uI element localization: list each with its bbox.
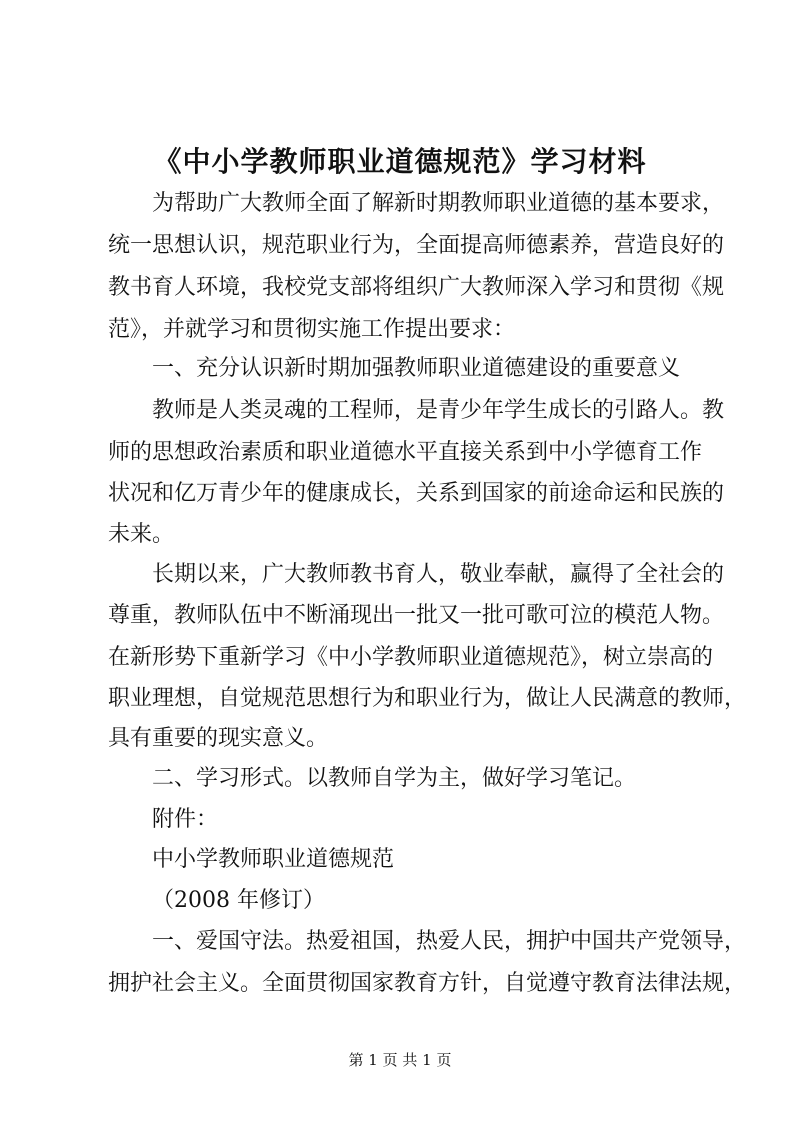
text-line: 拥护社会主义。全面贯彻国家教育方针，自觉遵守教育法律法规， [108, 971, 747, 996]
text-line: 为帮助广大教师全面了解新时期教师职业道德的基本要求， [152, 191, 725, 216]
text-line: 师的思想政治素质和职业道德水平直接关系到中小学德育工作 [108, 440, 703, 465]
text-line: 职业理想，自觉规范思想行为和职业行为，做让人民满意的教师， [108, 686, 747, 711]
text-line: 范》，并就学习和贯彻实施工作提出要求： [108, 317, 516, 342]
revision-note: （2008 年修订） [152, 888, 325, 913]
text-line: 一、爱国守法。热爱祖国，热爱人民，拥护中国共产党领导， [152, 929, 747, 954]
section-heading: 一、充分认识新时期加强教师职业道德建设的重要意义 [152, 356, 681, 381]
attachment-label: 附件： [152, 807, 219, 832]
page-footer: 第 1 页 共 1 页 [348, 1051, 452, 1069]
text-line: 教书育人环境，我校党支部将组织广大教师深入学习和贯彻《规 [108, 275, 725, 300]
text-line: 具有重要的现实意义。 [108, 726, 329, 751]
text-line: 在新形势下重新学习《中小学教师职业道德规范》，树立崇高的 [108, 645, 714, 670]
text-line: 未来。 [108, 522, 175, 547]
text-line: 统一思想认识，规范职业行为，全面提高师德素养，营造良好的 [108, 233, 725, 258]
text-line: 长期以来，广大教师教书育人，敬业奉献，赢得了全社会的 [152, 562, 725, 587]
text-line: 状况和亿万青少年的健康成长，关系到国家的前途命运和民族的 [108, 481, 725, 506]
text-line: 尊重，教师队伍中不断涌现出一批又一批可歌可泣的模范人物。 [108, 603, 725, 628]
attachment-title: 中小学教师职业道德规范 [152, 847, 395, 872]
document-title: 《中小学教师职业道德规范》学习材料 [153, 145, 647, 178]
section-heading: 二、学习形式。以教师自学为主，做好学习笔记。 [152, 766, 637, 791]
text-line: 教师是人类灵魂的工程师，是青少年学生成长的引路人。教 [152, 398, 725, 423]
